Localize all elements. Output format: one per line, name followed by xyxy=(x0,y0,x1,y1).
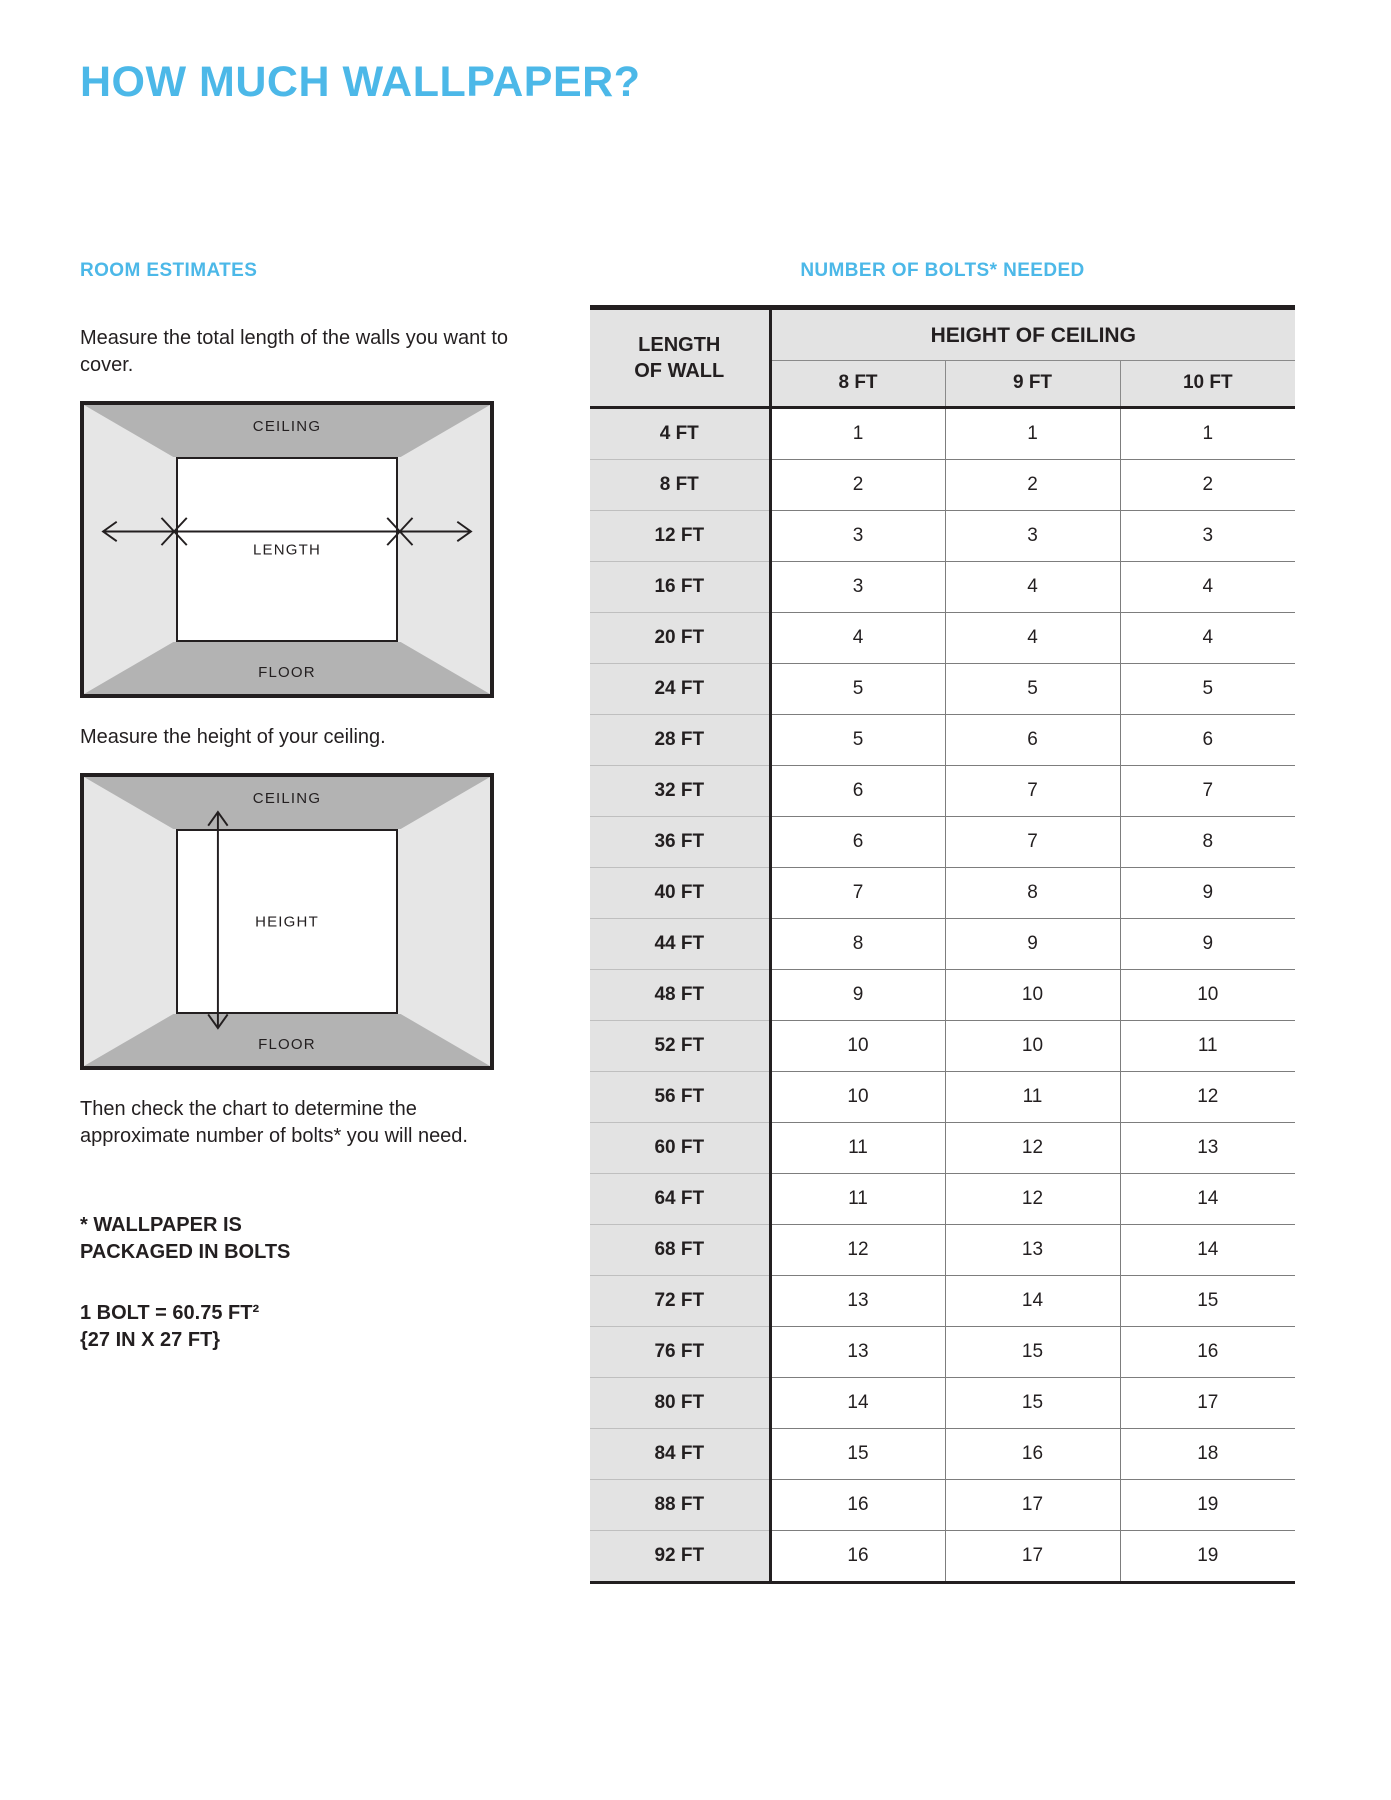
bolts-cell: 9 xyxy=(1120,868,1295,919)
bolts-cell: 17 xyxy=(1120,1378,1295,1429)
table-row xyxy=(590,664,1295,715)
bolts-cell: 13 xyxy=(770,1327,945,1378)
table-row xyxy=(590,868,1295,919)
bolts-cell: 12 xyxy=(770,1225,945,1276)
row-length-label: 76 FT xyxy=(590,1327,770,1378)
bolts-cell: 6 xyxy=(770,766,945,817)
bolt-definition-line-2: {27 IN X 27 FT} xyxy=(80,1329,221,1351)
page-title: HOW MUCH WALLPAPER? xyxy=(80,58,641,106)
table-row xyxy=(590,970,1295,1021)
table-row xyxy=(590,1123,1295,1174)
bolts-cell: 2 xyxy=(945,460,1120,511)
row-length-label: 44 FT xyxy=(590,919,770,970)
bolts-cell: 11 xyxy=(770,1174,945,1225)
bolts-cell: 9 xyxy=(945,919,1120,970)
bolts-table-section xyxy=(590,260,1295,1584)
step-3-text: Then check the chart to determine the approximate number of bolts* you will need. xyxy=(80,1098,468,1147)
row-length-label: 12 FT xyxy=(590,511,770,562)
bolts-cell: 5 xyxy=(770,664,945,715)
table-row xyxy=(590,1531,1295,1583)
bolts-cell: 3 xyxy=(1120,511,1295,562)
bolts-cell: 1 xyxy=(1120,408,1295,460)
bolts-cell: 19 xyxy=(1120,1531,1295,1583)
table-row xyxy=(590,562,1295,613)
bolts-cell: 16 xyxy=(1120,1327,1295,1378)
bolts-cell: 7 xyxy=(1120,766,1295,817)
row-length-label: 48 FT xyxy=(590,970,770,1021)
row-length-label: 16 FT xyxy=(590,562,770,613)
length-of-wall-header xyxy=(590,308,770,408)
table-body xyxy=(590,408,1295,1583)
bolts-cell: 3 xyxy=(770,511,945,562)
table-row xyxy=(590,511,1295,562)
bolts-cell: 6 xyxy=(945,715,1120,766)
height-of-ceiling-header: HEIGHT OF CEILING xyxy=(770,308,1295,361)
bolts-cell: 4 xyxy=(770,613,945,664)
bolts-cell: 4 xyxy=(945,562,1120,613)
bolts-cell: 16 xyxy=(770,1531,945,1583)
bolts-cell: 15 xyxy=(1120,1276,1295,1327)
row-length-label: 68 FT xyxy=(590,1225,770,1276)
bolts-cell: 7 xyxy=(945,766,1120,817)
bolts-cell: 17 xyxy=(945,1531,1120,1583)
bolts-cell: 3 xyxy=(770,562,945,613)
bolts-cell: 13 xyxy=(945,1225,1120,1276)
table-row xyxy=(590,1276,1295,1327)
bolts-cell: 2 xyxy=(1120,460,1295,511)
length-label: LENGTH xyxy=(252,541,322,558)
ceiling-label: CEILING xyxy=(252,790,322,807)
table-row xyxy=(590,1225,1295,1276)
row-length-label: 60 FT xyxy=(590,1123,770,1174)
table-head xyxy=(590,308,1295,408)
bolts-cell: 14 xyxy=(945,1276,1120,1327)
bolts-cell: 14 xyxy=(1120,1174,1295,1225)
row-length-label: 32 FT xyxy=(590,766,770,817)
row-length-label: 28 FT xyxy=(590,715,770,766)
row-length-label: 92 FT xyxy=(590,1531,770,1583)
length-room-diagram xyxy=(80,401,494,698)
bolts-cell: 4 xyxy=(1120,613,1295,664)
table-row xyxy=(590,1072,1295,1123)
step-2-text: Measure the height of your ceiling. xyxy=(80,726,386,748)
table-row xyxy=(590,1174,1295,1225)
bolts-cell: 15 xyxy=(945,1378,1120,1429)
bolts-cell: 15 xyxy=(945,1327,1120,1378)
bolts-cell: 8 xyxy=(945,868,1120,919)
row-length-label: 56 FT xyxy=(590,1072,770,1123)
bolts-cell: 10 xyxy=(945,1021,1120,1072)
floor-label: FLOOR xyxy=(258,1036,316,1053)
footnote-line-1: * WALLPAPER IS xyxy=(80,1214,242,1236)
table-row xyxy=(590,408,1295,460)
bolts-cell: 4 xyxy=(1120,562,1295,613)
height-label: HEIGHT xyxy=(255,913,319,930)
bolts-cell: 5 xyxy=(1120,664,1295,715)
bolts-cell: 10 xyxy=(770,1072,945,1123)
row-length-label: 52 FT xyxy=(590,1021,770,1072)
bolts-cell: 6 xyxy=(1120,715,1295,766)
footnote-line-2: PACKAGED IN BOLTS xyxy=(80,1241,291,1263)
table-row xyxy=(590,1480,1295,1531)
bolts-cell: 9 xyxy=(1120,919,1295,970)
column-header-8ft: 8 FT xyxy=(770,361,945,408)
bolts-cell: 18 xyxy=(1120,1429,1295,1480)
ceiling-label: CEILING xyxy=(252,418,322,435)
length-of-wall-header-line1: LENGTH xyxy=(638,334,721,356)
bolts-cell: 17 xyxy=(945,1480,1120,1531)
bolts-cell: 10 xyxy=(945,970,1120,1021)
room-estimates-heading: ROOM ESTIMATES xyxy=(80,260,258,281)
height-room-diagram xyxy=(80,773,494,1070)
table-row xyxy=(590,613,1295,664)
bolt-definition-line-1: 1 BOLT = 60.75 FT² xyxy=(80,1302,260,1324)
table-row xyxy=(590,919,1295,970)
bolts-cell: 5 xyxy=(770,715,945,766)
row-length-label: 88 FT xyxy=(590,1480,770,1531)
bolts-cell: 11 xyxy=(945,1072,1120,1123)
bolts-cell: 12 xyxy=(945,1123,1120,1174)
bolts-cell: 12 xyxy=(1120,1072,1295,1123)
bolts-cell: 1 xyxy=(945,408,1120,460)
table-row xyxy=(590,1429,1295,1480)
row-length-label: 4 FT xyxy=(590,408,770,460)
bolts-cell: 10 xyxy=(770,1021,945,1072)
row-length-label: 20 FT xyxy=(590,613,770,664)
bolts-cell: 1 xyxy=(770,408,945,460)
table-row xyxy=(590,460,1295,511)
bolts-cell: 7 xyxy=(770,868,945,919)
table-header-row-1 xyxy=(590,308,1295,361)
table-row xyxy=(590,817,1295,868)
table-row xyxy=(590,1021,1295,1072)
bolts-cell: 14 xyxy=(1120,1225,1295,1276)
bolts-cell: 16 xyxy=(945,1429,1120,1480)
row-length-label: 36 FT xyxy=(590,817,770,868)
row-length-label: 40 FT xyxy=(590,868,770,919)
bolts-cell: 8 xyxy=(770,919,945,970)
bolts-cell: 12 xyxy=(945,1174,1120,1225)
column-header-9ft: 9 FT xyxy=(945,361,1120,408)
bolts-cell: 11 xyxy=(1120,1021,1295,1072)
bolts-cell: 16 xyxy=(770,1480,945,1531)
room-estimates-column xyxy=(80,260,510,1354)
bolts-cell: 13 xyxy=(1120,1123,1295,1174)
row-length-label: 8 FT xyxy=(590,460,770,511)
table-row xyxy=(590,715,1295,766)
bolts-cell: 19 xyxy=(1120,1480,1295,1531)
bolts-cell: 5 xyxy=(945,664,1120,715)
bolts-cell: 8 xyxy=(1120,817,1295,868)
bolts-cell: 4 xyxy=(945,613,1120,664)
bolts-table-heading: NUMBER OF BOLTS* NEEDED xyxy=(800,260,1085,281)
bolts-cell: 6 xyxy=(770,817,945,868)
bolts-cell: 13 xyxy=(770,1276,945,1327)
row-length-label: 80 FT xyxy=(590,1378,770,1429)
table-row xyxy=(590,1327,1295,1378)
row-length-label: 72 FT xyxy=(590,1276,770,1327)
length-of-wall-header-line2: OF WALL xyxy=(634,360,725,382)
floor-label: FLOOR xyxy=(258,664,316,681)
column-header-10ft: 10 FT xyxy=(1120,361,1295,408)
row-length-label: 64 FT xyxy=(590,1174,770,1225)
bolts-cell: 2 xyxy=(770,460,945,511)
bolts-cell: 11 xyxy=(770,1123,945,1174)
bolts-cell: 9 xyxy=(770,970,945,1021)
row-length-label: 24 FT xyxy=(590,664,770,715)
bolts-cell: 7 xyxy=(945,817,1120,868)
bolts-cell: 3 xyxy=(945,511,1120,562)
table-row xyxy=(590,766,1295,817)
row-length-label: 84 FT xyxy=(590,1429,770,1480)
bolts-table xyxy=(590,305,1295,1584)
bolts-cell: 15 xyxy=(770,1429,945,1480)
table-row xyxy=(590,1378,1295,1429)
bolts-cell: 10 xyxy=(1120,970,1295,1021)
step-1-text: Measure the total length of the walls you want to cover. xyxy=(80,327,509,376)
bolts-cell: 14 xyxy=(770,1378,945,1429)
